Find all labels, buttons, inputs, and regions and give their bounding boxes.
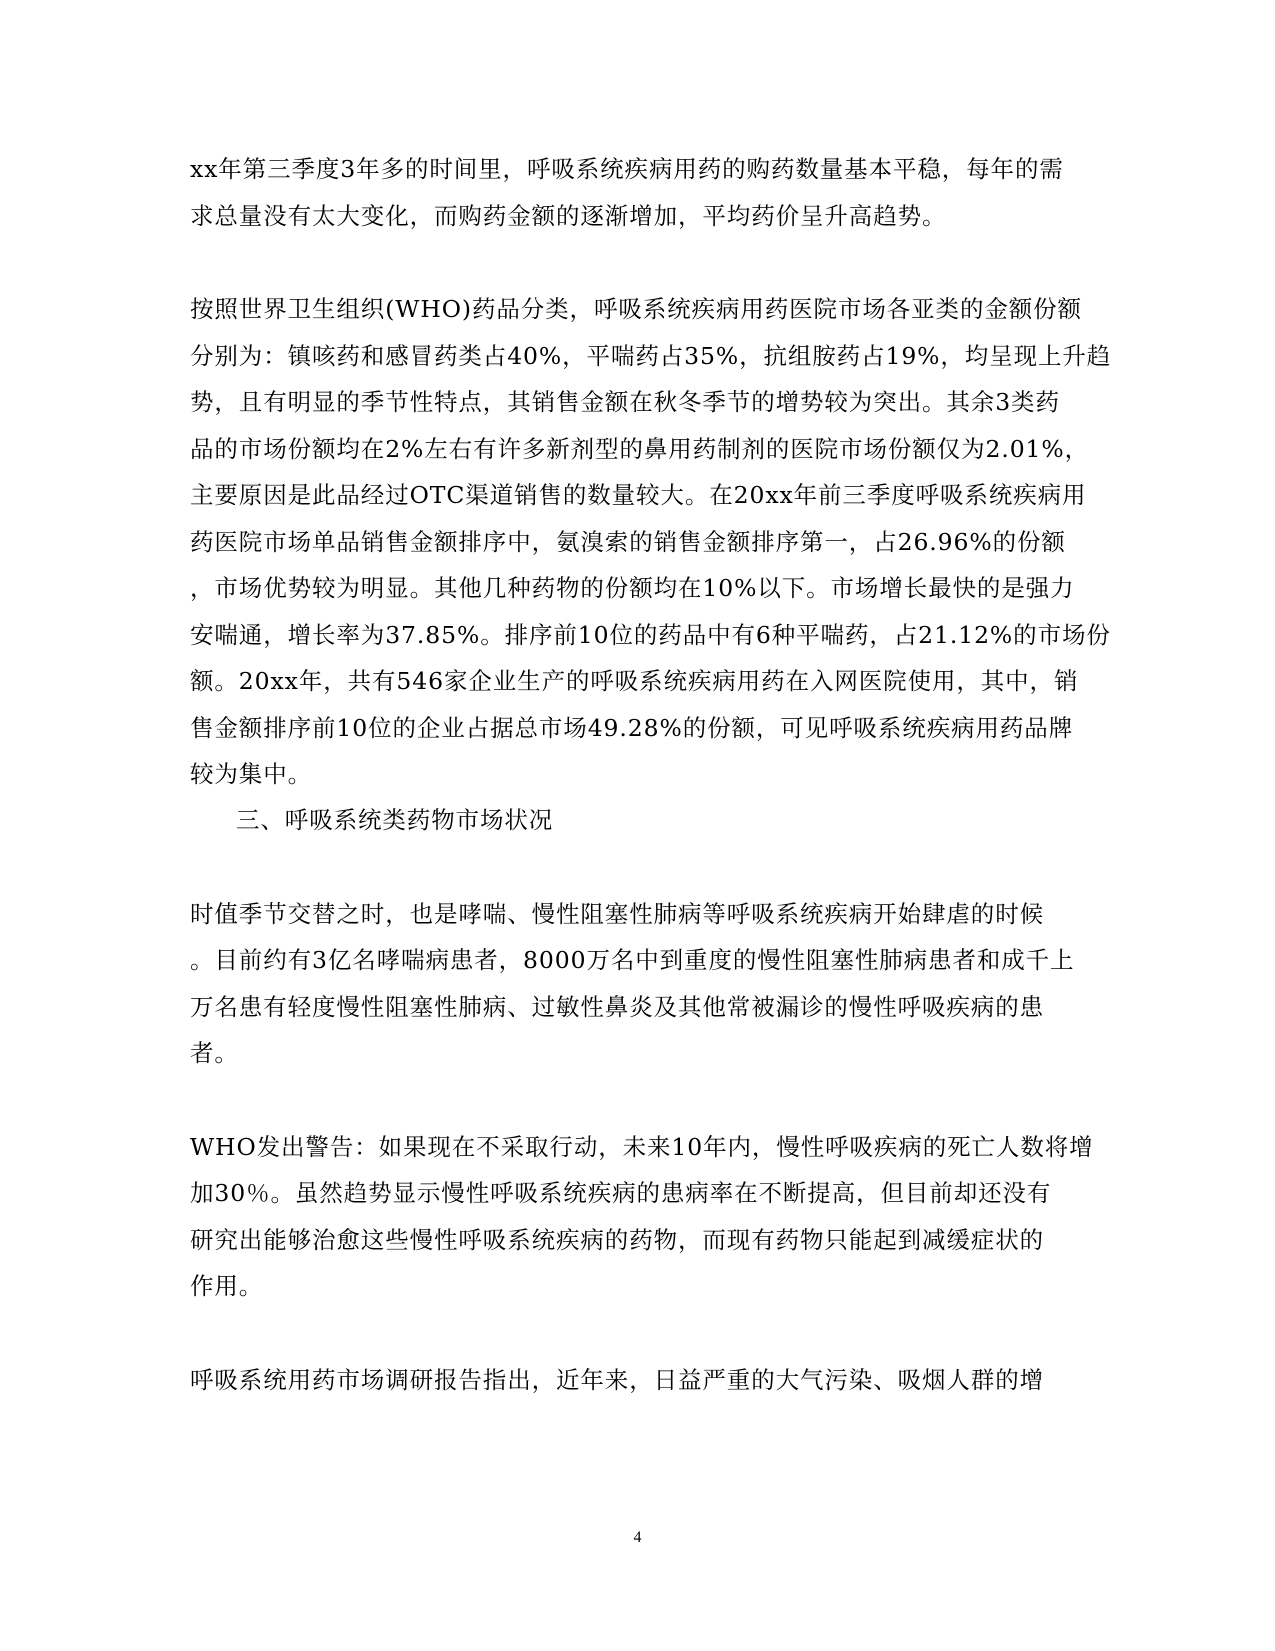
paragraph-2-line-10: 售金额排序前10位的企业占据总市场49.28%的份额，可见呼吸系统疾病用药品牌 [190,714,1074,742]
section-heading: 三、呼吸系统类药物市场状况 [236,806,554,834]
paragraph-3-line-1: 时值季节交替之时，也是哮喘、慢性阻塞性肺病等呼吸系统疾病开始肆虐的时候 [190,900,1044,928]
paragraph-2-line-5: 主要原因是此品经过OTC渠道销售的数量较大。在20xx年前三季度呼吸系统疾病用 [190,481,1087,509]
paragraph-5-line-1: 呼吸系统用药市场调研报告指出，近年来，日益严重的大气污染、吸烟人群的增 [190,1366,1044,1394]
paragraph-2-line-11: 较为集中。 [190,760,312,788]
paragraph-3-line-2: 。目前约有3亿名哮喘病患者，8000万名中到重度的慢性阻塞性肺病患者和成千上 [190,946,1075,974]
paragraph-1-line-2: 求总量没有太大变化，而购药金额的逐渐增加，平均药价呈升高趋势。 [190,202,947,230]
paragraph-2-line-1: 按照世界卫生组织(WHO)药品分类，呼吸系统疾病用药医院市场各亚类的金额份额 [190,295,1082,323]
paragraph-2-line-3: 势，且有明显的季节性特点，其销售金额在秋冬季节的增势较为突出。其余3类药 [190,388,1060,416]
paragraph-1-line-1: xx年第三季度3年多的时间里，呼吸系统疾病用药的购药数量基本平稳，每年的需 [190,155,1064,183]
paragraph-4-line-4: 作用。 [190,1272,264,1300]
paragraph-4-line-3: 研究出能够治愈这些慢性呼吸系统疾病的药物，而现有药物只能起到减缓症状的 [190,1226,1044,1254]
paragraph-2-line-6: 药医院市场单品销售金额排序中，氨溴索的销售金额排序第一，占26.96%的份额 [190,528,1066,556]
paragraph-2-line-4: 品的市场份额均在2%左右有许多新剂型的鼻用药制剂的医院市场份额仅为2.01%， [190,435,1090,463]
paragraph-4-line-1: WHO发出警告：如果现在不采取行动，未来10年内，慢性呼吸疾病的死亡人数将增 [190,1133,1094,1161]
page-number: 4 [633,1529,642,1546]
paragraph-2-line-7: ，市场优势较为明显。其他几种药物的份额均在10%以下。市场增长最快的是强力 [190,574,1075,602]
paragraph-2-line-8: 安喘通，增长率为37.85%。排序前10位的药品中有6种平喘药，占21.12%的市场份 [190,621,1111,649]
paragraph-4-line-2: 加30％。虽然趋势显示慢性呼吸系统疾病的患病率在不断提高，但目前却还没有 [190,1179,1052,1207]
paragraph-3-line-3: 万名患有轻度慢性阻塞性肺病、过敏性鼻炎及其他常被漏诊的慢性呼吸疾病的患 [190,993,1044,1021]
paragraph-3-line-4: 者。 [190,1039,239,1067]
paragraph-2-line-9: 额。20xx年，共有546家企业生产的呼吸系统疾病用药在入网医院使用，其中，销 [190,667,1079,695]
paragraph-2-line-2: 分别为：镇咳药和感冒药类占40%，平喘药占35%，抗组胺药占19%，均呈现上升趋 [190,342,1112,370]
